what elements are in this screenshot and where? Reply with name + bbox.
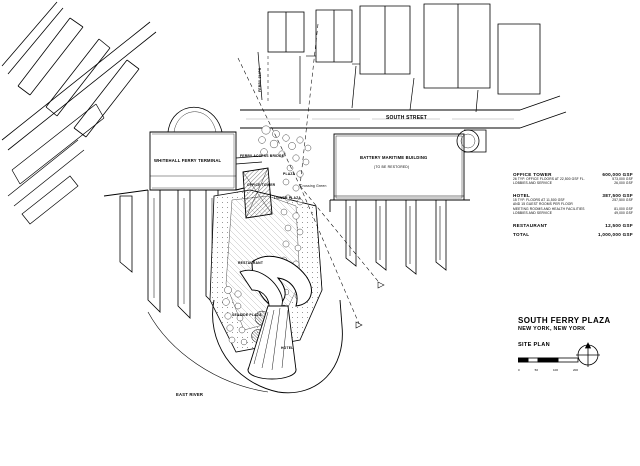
scale-tick: 50 [534, 368, 538, 372]
label-battery-maritime-building: BATTERY MARITIME BUILDING [360, 155, 428, 160]
program-note-value: 26,000 GSF [614, 181, 633, 186]
program-note-name: MEETING ROOMS AND HEALTH FACILITIES [513, 206, 585, 211]
label-plaza: PLAZA [283, 172, 296, 176]
label-restaurant: RESTAURANT [238, 261, 264, 265]
label-hotel: HOTEL [281, 346, 294, 350]
program-name: OFFICE TOWER [513, 172, 552, 177]
program-note-name: LOBBIES AND SERVICE [513, 211, 553, 216]
label-south-street: SOUTH STREET [386, 115, 428, 121]
label-east-river: EAST RIVER [176, 392, 204, 397]
spacer [513, 186, 633, 192]
label-office-tower-text: OFFICE TOWER [247, 183, 276, 187]
scale-tick: 0 [518, 368, 520, 372]
program-area: 12,500 GSF [605, 222, 633, 228]
label-ferry-access-bridge: FERRY ACCESS BRIDGE [240, 154, 285, 158]
label-crossing-green: Crossing Green [300, 184, 327, 188]
program-note-name: LOBBIES AND SERVICE [513, 181, 553, 186]
program-note-value: 49,000 GSF [614, 211, 633, 216]
scale-tick: 100 [552, 368, 558, 372]
label-whitehall-ferry-terminal: WHITEHALL FERRY TERMINAL [154, 158, 222, 163]
sheet-type: SITE PLAN [518, 342, 550, 348]
spacer [513, 216, 633, 222]
program-note-name: 15 TYP. FLOORS AT 11,500 GSF [513, 197, 565, 202]
program-note-value: 257,500 GSF [612, 197, 633, 202]
project-location: NEW YORK, NEW YORK [518, 326, 586, 332]
program-note-value: 81,000 GSF [614, 206, 633, 211]
project-title: SOUTH FERRY PLAZA [518, 316, 611, 325]
program-area: 600,000 GSF [602, 172, 633, 177]
program-name: HOTEL [513, 192, 531, 198]
north-arrow-icon [573, 340, 603, 370]
scale-tick: 200 [572, 368, 578, 372]
scale-tick-labels [518, 368, 578, 372]
program-row-total [513, 232, 633, 237]
program-area: 387,500 GSF [602, 192, 633, 198]
program-name: RESTAURANT [513, 222, 548, 228]
label-lower-plaza: LOWER PLAZA [274, 196, 302, 200]
label-seaside-plaza: SEASIDE PLAZA [232, 313, 262, 317]
program-name: TOTAL [513, 231, 530, 237]
label-ferry-slips: FERRY SLIPS [258, 67, 262, 92]
program-area: 1,000,000 GSF [597, 231, 633, 237]
program-note-value: 573,000 GSF [612, 177, 633, 181]
spacer [513, 228, 633, 231]
program-area-table [513, 171, 633, 237]
program-note-name: AND 15 GUEST ROOMS PER FLOOR [513, 202, 573, 207]
program-note-name: 26 TYP. OFFICE FLOORS AT 22,500 GSF FL. [513, 177, 585, 181]
label-office-tower [247, 184, 275, 188]
label-battery-maritime-note: (TO BE RESTORED) [374, 165, 410, 169]
